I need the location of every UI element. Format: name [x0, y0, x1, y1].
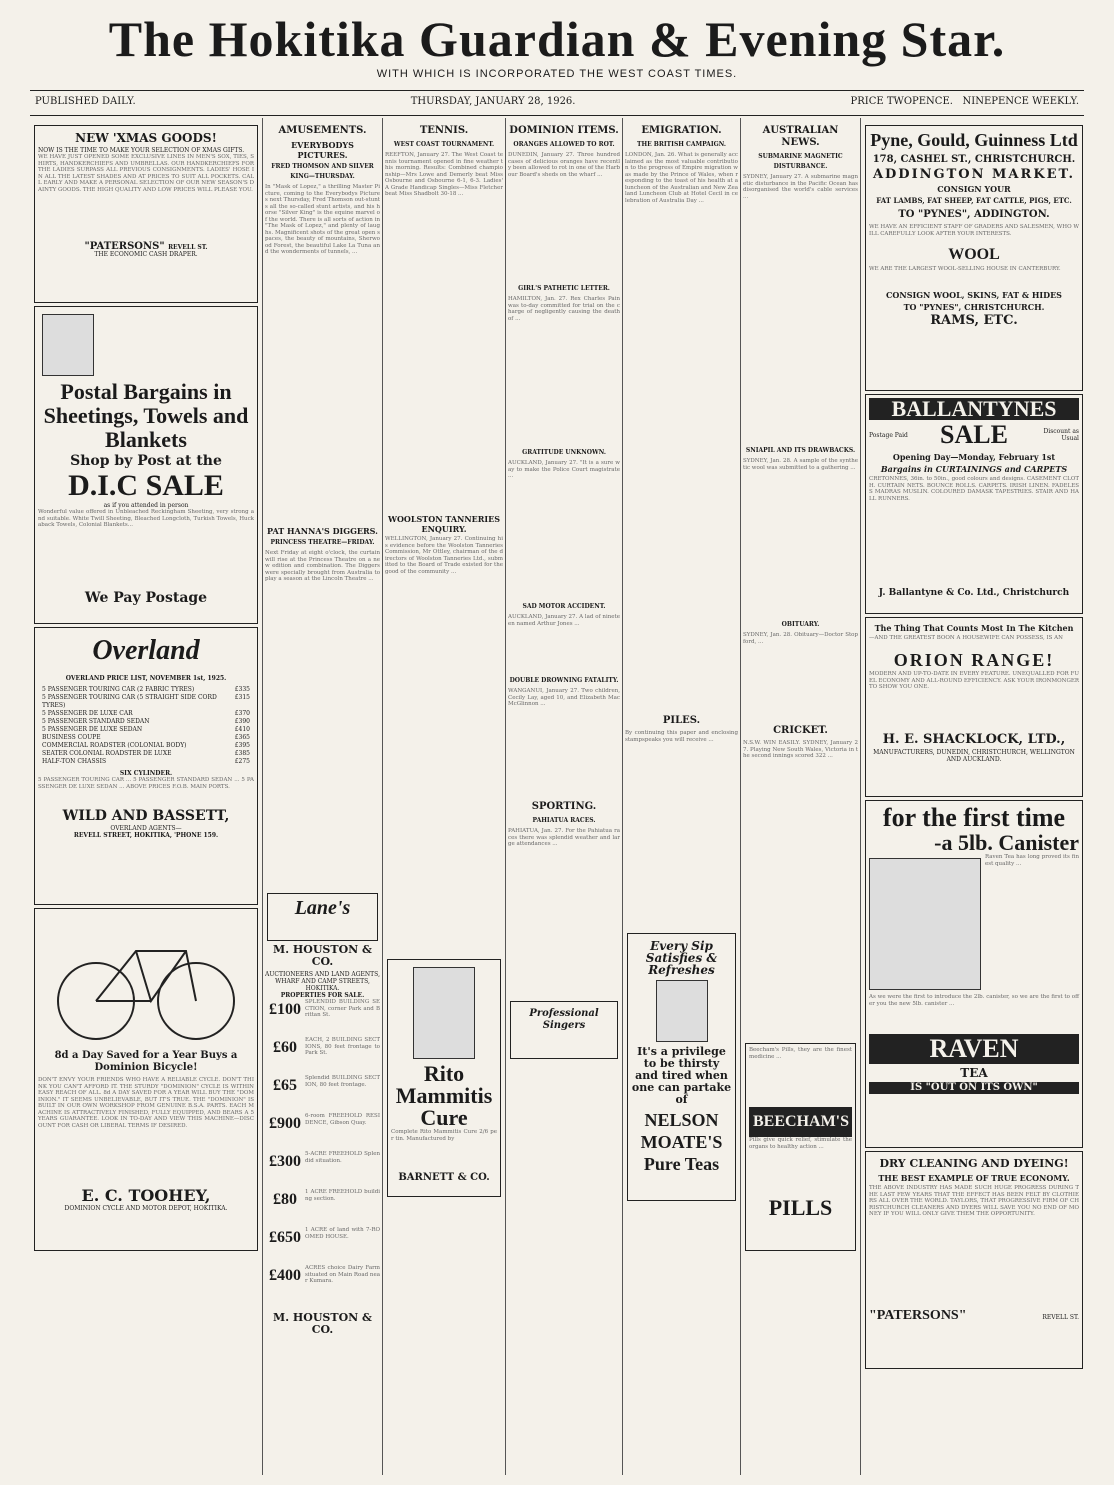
bicycle-ad: 8d a Day Saved for a Year Buys a Dominion Bicycle! DON'T ENVY YOUR FRIENDS WHO HAVE A RELIABLE CYCLE. DON'T THINK YOU CAN'T AFFORD IT. THE STURDY "DOMINION" CYCLE IS WITHIN EASY REACH OF ALL. 8d A DAY SAVED FOR A YEAR WILL BUY THE "DOMINION." IT SEEMS UNBELIEVABLE, BUT IT'S TRUE. THE "DOMINION" IS BUILT IN OUR OWN WORKSHOP FROM GENUINE B.S.A. PARTS. EACH MACHINE IS ATTRACTIVELY FINISHED, FULLY EQUIPPED, AND BEARS A 5 YEARS GUARANTEE. LOOK IN TO-DAY AND VIEW THIS MACHINE—DISCOUNT FOR CASH OR LIBERAL TERMS IF DESIRED. E. C. TOOHEY, DOMINION CYCLE AND MOTOR DEPOT, HOKITIKA. — [34, 908, 258, 1251]
pat-hanna-diggers: PAT HANNA'S DIGGERS. — [267, 526, 378, 536]
patersons-footer: "PATERSONS" — [869, 1308, 967, 1323]
girls-letter-heading: GIRL'S PATHETIC LETTER. — [518, 285, 610, 292]
car-price-row: 5 PASSENGER STANDARD SEDAN £390 — [42, 718, 250, 725]
overland-price-list: OVERLAND PRICE LIST, NOVEMBER 1st, 1925. — [65, 675, 227, 682]
british-campaign: THE BRITISH CAMPAIGN. — [637, 141, 726, 148]
bargains-curtains: Bargains in CURTAININGS and CARPETS — [880, 464, 1068, 474]
dateline-rule — [30, 115, 1084, 116]
double-drowning-heading: DOUBLE DROWNING FATALITY. — [509, 677, 619, 684]
everybodys-pictures: EVERYBODYS PICTURES. — [291, 140, 354, 160]
best-example: THE BEST EXAMPLE OF TRUE ECONOMY. — [878, 1173, 1070, 1183]
wool-heading: WOOL — [948, 246, 1000, 263]
toohey-name: E. C. TOOHEY, — [81, 1186, 211, 1205]
lanes-ad — [267, 893, 378, 941]
dic-sale-title: D.I.C SALE — [68, 469, 224, 502]
beechams-ad: Beecham's Pills, they are the finest medicine ... BEECHAM'S Pills give quick relief, stimulate the organs to healthy action ... PILLS — [745, 1043, 856, 1251]
addington-market: ADDINGTON MARKET. — [872, 167, 1076, 182]
dominion-heading: DOMINION ITEMS. — [509, 125, 619, 136]
masthead-rule — [30, 90, 1084, 91]
patersons-name: "PATERSONS" — [84, 241, 165, 252]
consign-your: CONSIGN YOUR — [937, 184, 1011, 194]
raven-tea-word: TEA — [960, 1066, 988, 1080]
gratitude-heading: GRATITUDE UNKNOWN. — [522, 449, 606, 456]
column-emigration: EMIGRATION. THE BRITISH CAMPAIGN. LONDON, Jan. 26. What is generally acclaimed as the most valuable contribution to the progress of Empire migration was made by the Prince of Wales, when responding to the toast of his health at a luncheon of the Australian and New Zealand Luncheon Club at Hotel Cecil in celebration of Australia Day ... PILES. By continuing this paper and enclosing stampspeaks you will receive ... Every Sip Satisfies & Refreshes It's a privilege to be thirsty and tired when one can partake of NELSON MOATE'S Pure Teas — [625, 122, 738, 1475]
we-pay-postage: We Pay Postage — [84, 590, 208, 606]
rito-ad: Rito Mammitis Cure Complete Rito Mammitis Cure 2/6 per tin. Manufactured by BARNETT & CO. — [387, 959, 501, 1197]
tennis-sub: WEST COAST TOURNAMENT. — [393, 141, 495, 148]
column-divider — [382, 118, 383, 1475]
property-price: £100 — [269, 1001, 301, 1018]
dic-sale-tagline: as if you attended in person — [103, 502, 189, 509]
oranges-heading: ORANGES ALLOWED TO ROT. — [513, 141, 615, 148]
beechams-logo: BEECHAM'S — [749, 1107, 852, 1137]
newspaper-title: The Hokitika Guardian & Evening Star. — [108, 11, 1006, 67]
sporting-heading: SPORTING. — [531, 801, 597, 812]
xmas-heading: NEW 'XMAS GOODS! — [75, 131, 217, 145]
car-price-row: COMMERCIAL ROADSTER (COLONIAL BODY) £395 — [42, 742, 250, 749]
xmas-goods-ad: NEW 'XMAS GOODS! NOW IS THE TIME TO MAKE YOUR SELECTION OF XMAS GIFTS. WE HAVE JUST OPENED SOME EXCLUSIVE LINES IN MEN'S SOX, TIES, SHIRTS, HANDKERCHIEFS AND UMBRELLAS. OUR HANDKERCHIEFS FOR THE LADIES SURPASS ALL PREVIOUS CONSIGNMENTS. LADIES' HOSE IN ALL THE LATEST SHADES AND AT PRICES TO SUIT ALL POCKETS. CALL EARLY AND MAKE A PERSONAL SELECTION OF OUR NEW SEASON'S DAINTY GOODS. THE HIGH QUALITY AND LOW PRICES WILL PLEASE YOU. "PATERSONS" REVELL ST. THE ECONOMIC CASH DRAPER. — [34, 125, 258, 303]
opening-day: Opening Day—Monday, February 1st — [892, 452, 1056, 462]
pyne-gould-name: Pyne, Gould, Guinness Ltd — [870, 130, 1078, 150]
bicycle-icon — [46, 916, 246, 1046]
out-on-its-own: IS "OUT ON ITS OWN" — [869, 1082, 1079, 1094]
patersons-street: REVELL ST. — [168, 244, 208, 251]
shacklock-sub: MANUFACTURERS, DUNEDIN, CHRISTCHURCH, WELLINGTON AND AUCKLAND. — [873, 749, 1075, 763]
ballantynes-ad: BALLANTYNES Postage Paid SALE Discount as Usual Opening Day—Monday, February 1st Bargains in CURTAININGS and CARPETS CRETONNES, 36in. to 50in., good colours and designs. CASEMENT CLOTH. CURTAIN NETS. BOUNCE ROLLS. CARPETS. IRISH LINEN. FADELESS MADRAS MUSLIN. COLOURED DAMASK TAPESTRIES. STAIR AND HALL RUNNERS. J. Ballantyne & Co. Ltd., Christchurch — [865, 394, 1083, 614]
rams-heading: RAMS, ETC. — [930, 313, 1018, 328]
australian-heading: AUSTRALIAN NEWS. — [762, 125, 839, 148]
ballantynes-name: BALLANTYNES — [869, 398, 1079, 420]
patersons-footer-street: REVELL ST. — [1042, 1314, 1079, 1321]
column-divider — [622, 118, 623, 1475]
car-price-row: 5 PASSENGER DE LUXE CAR £370 — [42, 710, 250, 717]
toohey-sub: DOMINION CYCLE AND MOTOR DEPOT, HOKITIKA. — [64, 1205, 228, 1212]
issue-price: PRICE TWOPENCE. — [850, 96, 953, 107]
weekly-price: NINEPENCE WEEKLY. — [962, 96, 1079, 107]
dry-cleaning-ad: DRY CLEANING AND DYEING! THE BEST EXAMPLE OF TRUE ECONOMY. THE ABOVE INDUSTRY HAS MADE SUCH HUGE PROGRESS DURING THE LAST FEW YEARS THAT THE EFFECT HAS BEEN FELT BY CLOTHIERS ALL OVER THE WORLD. TAYLORS, THAT PROGRESSIVE FIRM OF CHRISTCHURCH CLEANERS AND DYERS WILL SAVE YOU NO END OF MONEY IF YOU WILL ONLY GIVE THEM THE OPPORTUNITY. "PATERSONS" REVELL ST. — [865, 1151, 1083, 1369]
canister: -a 5lb. Canister — [934, 830, 1079, 855]
ballantyne-footer: J. Ballantyne & Co. Ltd., Christchurch — [878, 588, 1070, 598]
pyne-address: 178, CASHEL ST., CHRISTCHURCH. — [872, 154, 1076, 165]
bicycle-heading: 8d a Day Saved for a Year Buys a Dominion Bicycle! — [54, 1050, 238, 1073]
dic-logo-icon — [42, 314, 94, 376]
car-price-row: 5 PASSENGER TOURING CAR (2 FABRIC TYRES) £335 — [42, 686, 250, 693]
princess-theatre: PRINCESS THEATRE—FRIDAY. — [270, 539, 375, 546]
overland-ad: Overland OVERLAND PRICE LIST, NOVEMBER 1st, 1925. 5 PASSENGER TOURING CAR (2 FABRIC TYRES) £335 5 PASSENGER TOURING CAR (5 STRAIGHT SIDE CORD TYRES) £315 5 PASSENGER DE LUXE CAR £370 5 PASSENGER STANDARD SEDAN £390 5 PASSENGER DE LUXE SEDAN £410 BUSINESS COUPE £365 COMMERCIAL ROADSTER (COLONIAL BODY) £395 SEATER COLONIAL ROADSTER DE LUXE £385 HALF-TON CHASSIS £275 SIX CYLINDER. 5 PASSENGER TOURING CAR ... 5 PASSENGER STANDARD SEDAN ... 5 PASSENGER DE LUXE SEDAN ... ABOVE PRICES F.O.B. MAIN PORTS. WILD AND BASSETT, OVERLAND AGENTS— REVELL STREET, HOKITIKA, 'PHONE 159. — [34, 627, 258, 905]
first-time: for the first time — [882, 803, 1066, 832]
rito-title: Rito Mammitis Cure — [395, 1061, 493, 1130]
column-divider — [262, 118, 263, 1475]
properties-list: £100 SPLENDID BUILDING SECTION, corner Park and Brittan St. £60 EACH, 2 BUILDING SECTIONS, 80 feet frontage to Park St. £65 Splendid BUILDING SECTION, 80 feet frontage. £900 6-room FREEHOLD RESIDENCE, Gibson Quay. £300 5-ACRE FREEHOLD Splendid situation. £80 1 ACRE FREEHOLD building section. £650 1 ACRE of land with 7-ROOMED HOUSE. £400 ACRES choice Dairy Farm situated on Main Road near Kumara. — [265, 999, 380, 1309]
singers-ad — [510, 1001, 618, 1059]
six-cylinder: SIX CYLINDER. — [119, 770, 173, 777]
fred-thomson: FRED THOMSON AND SILVER KING—THURSDAY. — [271, 163, 374, 180]
rito-bottle-icon — [413, 967, 475, 1059]
houston-footer: M. HOUSTON & CO. — [273, 1311, 372, 1336]
column-dominion: DOMINION ITEMS. ORANGES ALLOWED TO ROT. DUNEDIN, January 27. Three hundred cases of delicious oranges have recently been allowed to rot in one of the Harbour Board's sheds on the wharf ... GIRL'S PATHETIC LETTER. HAMILTON, Jan. 27. Rex Charles Pain was to-day committed for trial on the charge of negligently causing the death of ... GRATITUDE UNKNOWN. AUCKLAND, January 27. "It is a sure way to make the Police Court magistrate ... SAD MOTOR ACCIDENT. AUCKLAND, January 27. A lad of nineteen named Arthur Jones ... DOUBLE DROWNING FATALITY. WANGANUI, January 27. Two children, Cecily Lay, aged 10, and Elizabeth Mac McGlinnon ... SPORTING. PAHIATUA RACES. PAHIATUA, Jan. 27. For the Pahiatua races there was splendid weather and large attendances ... Professional Singers — [508, 122, 620, 1475]
postal-bargains-heading: Postal Bargains in Sheetings, Towels and Blankets — [43, 379, 249, 452]
properties-heading: PROPERTIES FOR SALE. — [280, 992, 365, 999]
column-tennis: TENNIS. WEST COAST TOURNAMENT. REEFTON, January 27. The West Coast tennis tournament opened in fine weather this morning. Results: Combined championship—Mrs Lowe and Demerly beat Miss Osbourne and Osbourne 6-1, 6-3. Ladies' A Grade Handicap Singles—Miss Fletcher beat Miss Shadbolt 30-18 ... WOOLSTON TANNERIES ENQUIRY. WELLINGTON, January 27. Continuing his evidence before the Woolston Tanneries Commission, Mr Ottley, chairman of the directors of Woolston Tanneries Ltd., submitted to the Board of Trade existed for the good of the community ... Rito Mammitis Cure Complete Rito Mammitis Cure 2/6 per tin. Manufactured by BARNETT & CO. — [385, 122, 503, 1475]
published-daily: PUBLISHED DAILY. — [35, 96, 136, 107]
car-price-row: BUSINESS COUPE £365 — [42, 734, 250, 741]
overland-logo: Overland — [92, 635, 200, 666]
every-sip: Every Sip Satisfies & Refreshes — [645, 939, 718, 977]
barnett-name: BARNETT & CO. — [398, 1172, 490, 1183]
amusements-heading: AMUSEMENTS. — [278, 125, 367, 136]
tennis-heading: TENNIS. — [419, 125, 469, 136]
raven-canister-icon — [869, 858, 981, 990]
wild-bassett-address: REVELL STREET, HOKITIKA, 'PHONE 159. — [73, 832, 219, 839]
nelson-moate-ad — [627, 933, 736, 1201]
column-ads-left — [32, 122, 260, 1475]
dic-sale-ad: Postal Bargains in Sheetings, Towels and Blankets Shop by Post at the D.I.C SALE as if you attended in person Wonderful value offered in Unbleached Reckingham Sheeting, very strong and suitable. White Twill Sheeting, Bleached Longcloth, Turkish Towels, Huckaback Towels, Colonial Blankets... We Pay Postage — [34, 306, 258, 624]
cricket-heading: CRICKET. — [773, 725, 828, 736]
lanes-logo: Lane's — [294, 897, 351, 919]
property-price: £300 — [269, 1153, 301, 1170]
property-price: £65 — [273, 1077, 297, 1094]
property-price: £80 — [273, 1191, 297, 1208]
column-divider — [740, 118, 741, 1475]
issue-date: THURSDAY, JANUARY 28, 1926. — [410, 96, 576, 107]
column-divider — [860, 118, 861, 1475]
tea-drinker-icon — [656, 980, 708, 1042]
car-price-row: SEATER COLONIAL ROADSTER DE LUXE £385 — [42, 750, 250, 757]
privilege-text: It's a privilege to be thirsty and tired when one can partake of — [631, 1045, 732, 1106]
column-australian: AUSTRALIAN NEWS. SUBMARINE MAGNETIC DISTURBANCE. SYDNEY, January 27. A submarine magnetic disturbance in the Pacific Ocean has disorganised the world's cable services ... SNIAPIL AND ITS DRAWBACKS. SYDNEY, Jan. 28. A sample of the synthetic wool was submitted to a gathering ... OBITUARY. SYDNEY, Jan. 28. Obituary—Doctor Stopford, ... CRICKET. N.S.W. WIN EASILY. SYDNEY, January 27. Playing New South Wales, Victoria in the second innings scored 322 ... Beecham's Pills, they are the finest medicine ... BEECHAM'S Pills give quick relief, stimulate the organs to healthy action ... PILLS — [743, 122, 858, 1475]
sale-word: SALE — [940, 420, 1008, 449]
raven-logo: RAVEN — [869, 1034, 1079, 1064]
property-price: £900 — [269, 1115, 301, 1132]
masthead-subtitle: WITH WHICH IS INCORPORATED THE WEST COAST TIMES. — [376, 68, 738, 80]
property-price: £400 — [269, 1267, 301, 1284]
discount-usual: Discount as Usual — [1043, 428, 1079, 442]
column-ads-right — [863, 122, 1085, 1475]
car-price-row: 5 PASSENGER TOURING CAR (5 STRAIGHT SIDE CORD TYRES) £315 — [42, 694, 250, 709]
houston-name: M. HOUSTON & CO. — [273, 943, 372, 968]
dry-cleaning-heading: DRY CLEANING AND DYEING! — [879, 1157, 1069, 1170]
orion-range: ORION RANGE! — [893, 650, 1055, 670]
dateline — [35, 96, 1079, 110]
consign-wool: CONSIGN WOOL, SKINS, FAT & HIDES — [886, 290, 1062, 300]
shop-by-post: Shop by Post at the — [70, 453, 222, 469]
pahiatua-heading: PAHIATUA RACES. — [532, 817, 596, 824]
car-price-row: HALF-TON CHASSIS £275 — [42, 758, 250, 765]
column-divider — [505, 118, 506, 1475]
nelson-moate-name: NELSON MOATE'S Pure Teas — [640, 1110, 723, 1174]
column-amusements: AMUSEMENTS. EVERYBODYS PICTURES. FRED THOMSON AND SILVER KING—THURSDAY. In "Mask of Lopez," a thrilling Master Picture, coming to the Everybodys Pictures next Thursday, Fred Thomson out-stunts all the so-called stunt artists, and his horse "Silver King" is the equine marvel of the world. There is all sorts of action in "The Mask of Lopez," and plenty of laughs. Magnificent shots of the great open spaces, the beauty of mountains, Sherwood Forest, the beautiful Lake La Tuna and the wonderments of tunnels, ... PAT HANNA'S DIGGERS. PRINCESS THEATRE—FRIDAY. Next Friday at eight o'clock, the curtain will rise at the Princess Theatre on a new edition and combination. The Diggers were specially brought from Australia to play a season at the Lincoln Theatre ... Lane's M. HOUSTON & CO. AUCTIONEERS AND LAND AGENTS, WHARF AND CAMP STREETS, HOKITIKA. PROPERTIES FOR SALE. £100 SPLENDID BUILDING SECTION, corner Park and Brittan St. £60 EACH, 2 BUILDING SECTIONS, 80 feet frontage to Park St. £65 Splendid BUILDING SECTION, 80 feet frontage. £900 6-room FREEHOLD RESIDENCE, Gibson Quay. £300 5-ACRE FREEHOLD Splendid situation. £80 1 ACRE FREEHOLD building section. £650 1 ACRE of land with 7-ROOMED HOUSE. £400 ACRES choice Dairy Farm situated on Main Road near Kumara. M. HOUSTON & CO. — [265, 125, 380, 1336]
property-price: £60 — [273, 1039, 297, 1056]
property-price: £650 — [269, 1229, 301, 1246]
submarine-heading: SUBMARINE MAGNETIC DISTURBANCE. — [758, 153, 843, 170]
professional-singers: Professional Singers — [529, 1008, 599, 1031]
motor-accident-heading: SAD MOTOR ACCIDENT. — [522, 603, 606, 610]
kitchen-heading: The Thing That Counts Most In The Kitchen — [874, 623, 1074, 633]
to-pynes-christchurch: TO "PYNES", CHRISTCHURCH. — [903, 302, 1045, 312]
wild-bassett: WILD AND BASSETT, — [62, 808, 230, 824]
piles-heading: PILES. — [662, 715, 701, 726]
to-pynes-addington: TO "PYNES", ADDINGTON. — [898, 209, 1050, 220]
wild-bassett-agents: OVERLAND AGENTS— — [110, 825, 182, 832]
raven-tea-ad: for the first time -a 5lb. Canister Raven Tea has long proved its finest quality ... As we were the first to introduce the 2lb. canister, so we are the first to offer you the new 5lb. canister ... RAVEN TEA IS "OUT ON ITS OWN" — [865, 800, 1083, 1148]
masthead — [30, 8, 1084, 83]
snapir-heading: SNIAPIL AND ITS DRAWBACKS. — [745, 447, 856, 454]
pyne-gould-ad: Pyne, Gould, Guinness Ltd 178, CASHEL ST., CHRISTCHURCH. ADDINGTON MARKET. CONSIGN YOUR FAT LAMBS, FAT SHEEP, FAT CATTLE, PIGS, ETC. TO "PYNES", ADDINGTON. WE HAVE AN EFFICIENT STAFF OF GRADERS AND SALESMEN, WHO WILL CAREFULLY LOOK AFTER YOUR INTERESTS. WOOL WE ARE THE LARGEST WOOL-SELLING HOUSE IN CANTERBURY. CONSIGN WOOL, SKINS, FAT & HIDES TO "PYNES", CHRISTCHURCH. RAMS, ETC. — [865, 125, 1083, 391]
pills-word: PILLS — [768, 1195, 833, 1220]
obituary-heading: OBITUARY. — [781, 621, 820, 628]
woolston-heading: WOOLSTON TANNERIES ENQUIRY. — [387, 514, 501, 534]
xmas-text: NOW IS THE TIME TO MAKE YOUR SELECTION OF XMAS GIFTS. — [38, 147, 245, 154]
orion-ad: The Thing That Counts Most In The Kitchen —AND THE GREATEST BOON A HOUSEWIFE CAN POSSESS, IS AN ORION RANGE! MODERN AND UP-TO-DATE IN EVERY FEATURE. UNEQUALLED FOR FUEL ECONOMY AND ALL-ROUND EFFICIENCY. ASK YOUR IRONMONGER TO SHOW YOU ONE. H. E. SHACKLOCK, LTD., MANUFACTURERS, DUNEDIN, CHRISTCHURCH, WELLINGTON AND AUCKLAND. — [865, 617, 1083, 797]
car-price-row: 5 PASSENGER DE LUXE SEDAN £410 — [42, 726, 250, 733]
postage-paid: Postage Paid — [869, 431, 908, 439]
patersons-subtitle: THE ECONOMIC CASH DRAPER. — [94, 251, 198, 258]
emigration-heading: EMIGRATION. — [641, 125, 722, 136]
fat-lambs: FAT LAMBS, FAT SHEEP, FAT CATTLE, PIGS, ETC. — [876, 196, 1072, 205]
houston-sub: AUCTIONEERS AND LAND AGENTS, WHARF AND CAMP STREETS, HOKITIKA. — [265, 971, 380, 992]
shacklock-name: H. E. SHACKLOCK, LTD., — [882, 732, 1066, 747]
